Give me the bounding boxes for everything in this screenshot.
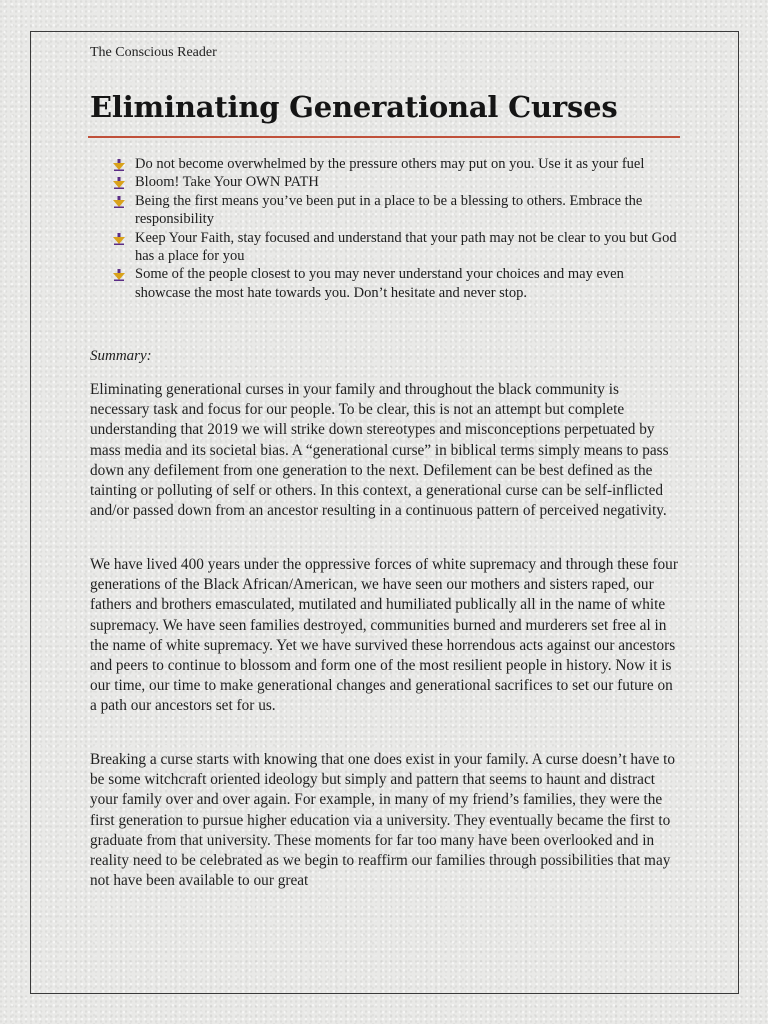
body-paragraph-3: Breaking a curse starts with knowing that one does exist in your family. A curse doesn’t have to be some witchcraft oriented ideology but simply and pattern that seems to haunt and distract your family over and over again. For example, in many of my friend’s families, they were the first generation to pursue higher education via a university. They eventually became the first to graduate from that university. These moments for far too many have been overlooked and in reality need to be celebrated as we begin to reaffirm our families through possibilities that may not have been available to our great	[90, 751, 675, 890]
list-item	[113, 173, 683, 191]
list-item-text: Keep Your Faith, stay focused and understand that your path may not be clear to you but God has a place for you	[135, 229, 677, 265]
key-points-list	[113, 155, 683, 302]
list-item-text: Do not become overwhelmed by the pressure others may put on you. Use it as your fuel	[135, 156, 645, 172]
list-item-text: Some of the people closest to you may never understand your choices and may even showcase the most hate towards you. Don’t hesitate and never stop.	[135, 266, 624, 301]
arrow-down-bullet-icon	[113, 269, 125, 281]
list-item	[113, 155, 683, 173]
list-item	[113, 265, 683, 302]
summary-heading: Summary:	[90, 348, 152, 364]
arrow-down-bullet-icon	[113, 159, 125, 171]
list-item	[113, 192, 683, 229]
title-underline	[88, 136, 680, 138]
list-item	[113, 229, 683, 266]
list-item-text: Bloom! Take Your OWN PATH	[135, 174, 319, 191]
arrow-down-bullet-icon	[113, 196, 125, 208]
body-paragraph-2: We have lived 400 years under the oppressive forces of white supremacy and through these four generations of the Black African/American, we have seen our mothers and sisters raped, our fathers and brothers emasculated, mutilated and humiliated publically all in the name of white supremacy. We have seen families destroyed, communities burned and murderers set free al in the name of white supremacy. Yet we have survived these horrendous acts against our ancestors and peers to continue to blossom and form one of the most resilient people in history. Now it is our time, our time to make generational changes and generational sacrifices to set our future on a path our ancestors set for us.	[90, 556, 678, 715]
publication-name: The Conscious Reader	[90, 45, 217, 60]
body-paragraph-1: Eliminating generational curses in your family and throughout the black community is necessary task and focus for our people. To be clear, this is not an attempt but complete understanding that 2019 we will strike down stereotypes and misconceptions perpetuated by mass media and its societal bias. A “generational curse” in biblical terms simply means to pass down any defilement from one generation to the next. Defilement can be best defined as the tainting or polluting of self or others. In this context, a generational curse can be self-inflicted and/or passed down from an ancestor resulting in a continuous pattern of perceived negativity.	[90, 381, 669, 520]
arrow-down-bullet-icon	[113, 177, 125, 189]
page-title: Eliminating Generational Curses	[90, 90, 618, 124]
list-item-text: Being the first means you’ve been put in a place to be a blessing to others. Embrace the responsibility	[135, 192, 643, 228]
arrow-down-bullet-icon	[113, 233, 125, 245]
